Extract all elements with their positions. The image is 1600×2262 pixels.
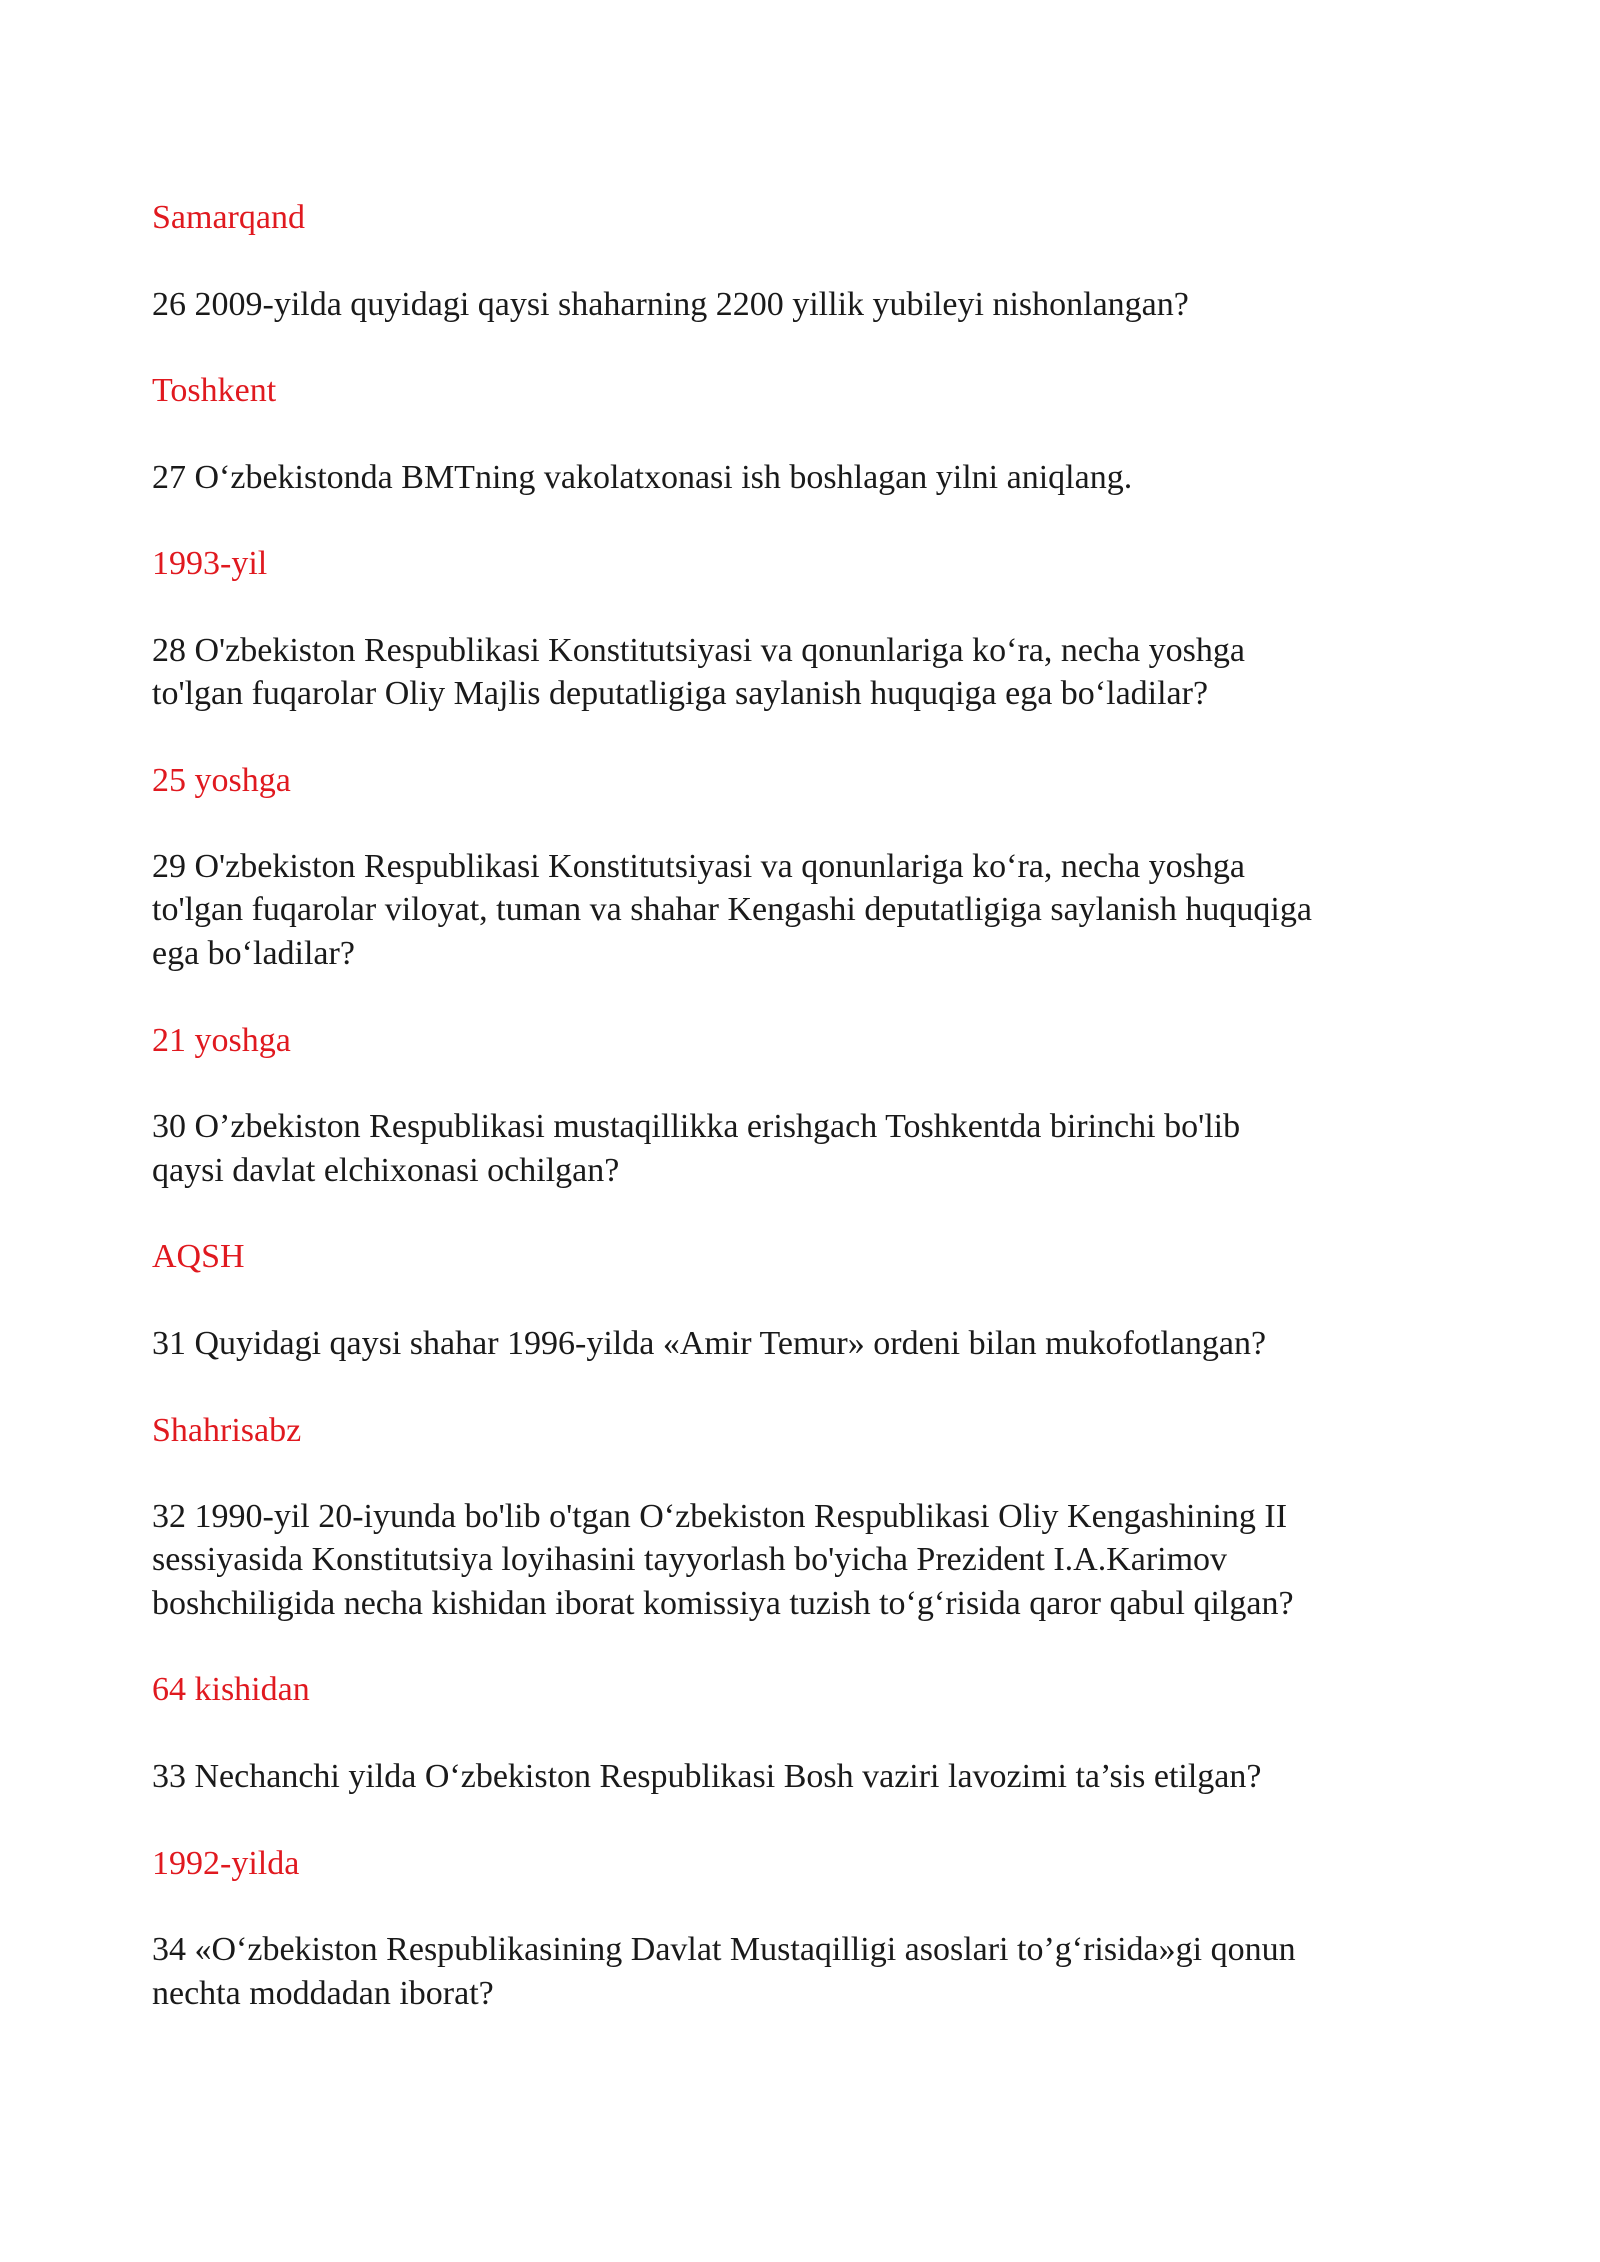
- question-text: nechta moddadan iborat?: [152, 1975, 494, 2012]
- question-text: 32 1990-yil 20-iyunda bo'lib o'tgan O‘zbekiston Respublikasi Oliy Kengashining II: [152, 1498, 1288, 1535]
- answer-text: 21 yoshga: [152, 1022, 291, 1059]
- question-text: boshchiligida necha kishidan iborat komissiya tuzish to‘g‘risida qaror qabul qilgan?: [152, 1585, 1294, 1622]
- answer-text: 1992-yilda: [152, 1845, 300, 1882]
- question-text: qaysi davlat elchixonasi ochilgan?: [152, 1152, 620, 1189]
- question-text: 33 Nechanchi yilda O‘zbekiston Respublikasi Bosh vaziri lavozimi ta’sis etilgan?: [152, 1758, 1262, 1795]
- question-text: to'lgan fuqarolar viloyat, tuman va shahar Kengashi deputatligiga saylanish huquqiga: [152, 891, 1312, 928]
- question-text: 30 O’zbekiston Respublikasi mustaqillikka erishgach Toshkentda birinchi bo'lib: [152, 1108, 1241, 1145]
- answer-text: 25 yoshga: [152, 762, 291, 799]
- answer-text: Samarqand: [152, 199, 305, 236]
- question-text: 27 O‘zbekistonda BMTning vakolatxonasi ish boshlagan yilni aniqlang.: [152, 459, 1133, 496]
- answer-text: Shahrisabz: [152, 1412, 302, 1449]
- question-text: to'lgan fuqarolar Oliy Majlis deputatligiga saylanish huquqiga ega bo‘ladilar?: [152, 675, 1209, 712]
- question-text: 29 O'zbekiston Respublikasi Konstitutsiyasi va qonunlariga ko‘ra, necha yoshga: [152, 848, 1245, 885]
- answer-text: 64 kishidan: [152, 1671, 310, 1708]
- question-text: ega bo‘ladilar?: [152, 935, 355, 972]
- question-text: sessiyasida Konstitutsiya loyihasini tayyorlash bo'yicha Prezident I.A.Karimov: [152, 1541, 1228, 1578]
- question-text: 31 Quyidagi qaysi shahar 1996-yilda «Amir Temur» ordeni bilan mukofotlangan?: [152, 1325, 1267, 1362]
- question-text: 26 2009-yilda quyidagi qaysi shaharning 2200 yillik yubileyi nishonlangan?: [152, 286, 1189, 323]
- answer-text: AQSH: [152, 1238, 245, 1275]
- answer-text: 1993-yil: [152, 545, 268, 582]
- question-text: 34 «O‘zbekiston Respublikasining Davlat Mustaqilligi asoslari to’g‘risida»gi qonun: [152, 1931, 1296, 1968]
- question-text: 28 O'zbekiston Respublikasi Konstitutsiyasi va qonunlariga ko‘ra, necha yoshga: [152, 632, 1245, 669]
- answer-text: Toshkent: [152, 372, 277, 409]
